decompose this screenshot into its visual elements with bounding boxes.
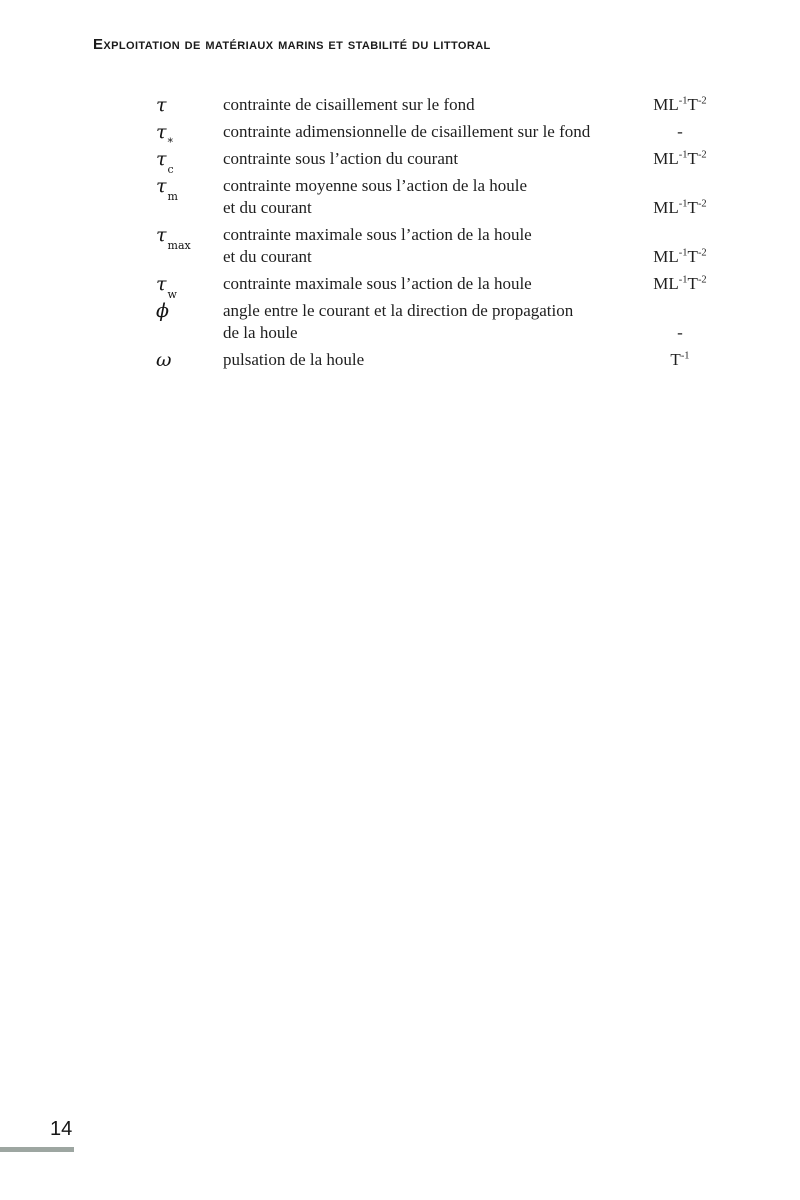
description-line: contrainte maximale sous l’action de la houle	[223, 225, 532, 244]
unit-base: T	[687, 198, 698, 217]
unit-exponent: -2	[697, 274, 707, 286]
unit-base: T	[687, 274, 698, 293]
symbol-description	[223, 121, 624, 143]
unit-exponent: -1	[678, 95, 688, 107]
symbol-letter: ω	[156, 349, 172, 371]
unit-base: -	[677, 122, 683, 141]
symbol-letter: τ	[156, 121, 167, 143]
symbol-list	[150, 94, 736, 376]
symbol-row	[150, 300, 736, 344]
symbol-letter: τ	[156, 175, 167, 197]
unit-exponent: -2	[697, 247, 707, 259]
symbol-row	[150, 175, 736, 219]
symbol-subscript: max	[167, 238, 191, 252]
symbol-unit	[624, 121, 736, 143]
symbol-subscript: c	[167, 162, 174, 176]
symbol-unit	[624, 322, 736, 344]
description-line: contrainte de cisaillement sur le fond	[223, 95, 475, 114]
symbol-row	[150, 349, 736, 371]
running-header: Exploitation de matériaux marins et stabilité du littoral	[93, 36, 491, 53]
symbol-description	[223, 300, 624, 344]
unit-exponent: -2	[697, 95, 707, 107]
description-line: contrainte maximale sous l’action de la houle	[223, 274, 532, 293]
symbol-letter: τ	[156, 273, 167, 295]
unit-base: T	[670, 350, 681, 369]
symbol-row	[150, 121, 736, 149]
symbol-letter: τ	[156, 94, 167, 116]
unit-exponent: -1	[678, 247, 688, 259]
unit-base: -	[677, 323, 683, 342]
symbol-row	[150, 224, 736, 268]
unit-base: ML	[653, 198, 679, 217]
symbol-unit	[624, 94, 736, 116]
symbol-unit	[624, 273, 736, 295]
symbol-description	[223, 94, 624, 116]
symbol-subscript: w	[167, 287, 177, 301]
symbol-description	[223, 273, 624, 295]
description-line: contrainte sous l’action du courant	[223, 149, 459, 168]
description-line: et du courant	[223, 198, 312, 217]
symbol-unit	[624, 197, 736, 219]
page-accent-bar	[0, 1147, 74, 1152]
unit-exponent: -1	[678, 198, 688, 210]
description-line: contrainte moyenne sous l’action de la houle	[223, 176, 528, 195]
unit-base: T	[687, 149, 698, 168]
symbol-subscript: m	[167, 189, 178, 203]
symbol-glyph	[150, 175, 223, 203]
unit-exponent: -2	[697, 198, 707, 210]
symbol-description	[223, 148, 624, 170]
symbol-letter: τ	[156, 148, 167, 170]
symbol-glyph	[150, 148, 223, 176]
symbol-row	[150, 148, 736, 176]
symbol-glyph	[150, 121, 223, 149]
symbol-glyph	[150, 94, 223, 116]
unit-exponent: -2	[697, 149, 707, 161]
description-line: et du courant	[223, 247, 312, 266]
symbol-letter: τ	[156, 224, 167, 246]
unit-base: T	[687, 247, 698, 266]
page-number: 14	[50, 1118, 73, 1140]
symbol-letter: ϕ	[156, 300, 169, 322]
symbol-description	[223, 224, 624, 268]
unit-base: ML	[653, 95, 679, 114]
unit-exponent: -1	[678, 274, 688, 286]
description-line: contrainte adimensionnelle de cisaillement sur le fond	[223, 122, 591, 141]
symbol-glyph	[150, 300, 223, 322]
description-line: angle entre le courant et la direction de propagation	[223, 301, 574, 320]
unit-base: ML	[653, 149, 679, 168]
unit-base: T	[687, 95, 698, 114]
description-line: pulsation de la houle	[223, 350, 365, 369]
unit-base: ML	[653, 274, 679, 293]
symbol-glyph	[150, 349, 223, 371]
symbol-unit	[624, 246, 736, 268]
symbol-description	[223, 349, 624, 371]
symbol-glyph	[150, 273, 223, 301]
symbol-glyph	[150, 224, 223, 252]
symbol-row	[150, 273, 736, 301]
symbol-unit	[624, 148, 736, 170]
symbol-unit	[624, 349, 736, 371]
symbol-row	[150, 94, 736, 116]
unit-exponent: -1	[678, 149, 688, 161]
unit-exponent: -1	[680, 350, 690, 362]
symbol-description	[223, 175, 624, 219]
description-line: de la houle	[223, 323, 298, 342]
symbol-subscript: *	[167, 135, 174, 149]
unit-base: ML	[653, 247, 679, 266]
